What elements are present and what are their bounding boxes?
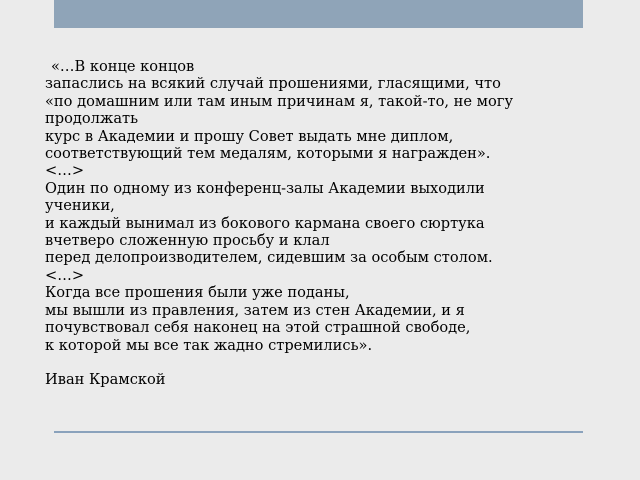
quote-line: Когда все прошения были уже поданы, <box>45 284 350 302</box>
quote-line: курс в Академии и прошу Совет выдать мне диплом, <box>45 127 454 145</box>
quote-line: Один по одному из конференц-залы Академии выходили <box>45 179 485 197</box>
quote-line: к которой мы все так жадно стремились». <box>45 336 373 354</box>
quote-line: <…> <box>45 266 85 284</box>
quote-line: соответствующий тем медалям, которыми я награжден». <box>45 145 491 163</box>
quote-line: продолжать <box>45 110 139 128</box>
header-bar <box>54 0 583 28</box>
bottom-divider <box>54 431 583 433</box>
quote-line: вчетверо сложенную просьбу и клал <box>45 232 330 250</box>
quote-text-block <box>45 58 605 389</box>
quote-line: почувствовал себя наконец на этой страшной свободе, <box>45 319 471 337</box>
quote-author: Иван Крамской <box>45 371 166 389</box>
quote-line: «по домашним или там иным причинам я, такой-то, не могу <box>45 92 514 110</box>
quote-line: и каждый вынимал из бокового кармана своего сюртука <box>45 214 485 232</box>
quote-line: «…В конце концов <box>51 58 195 75</box>
quote-line: перед делопроизводителем, сидевшим за особым столом. <box>45 249 493 267</box>
quote-line: ученики, <box>45 197 115 215</box>
paragraph-spacer <box>45 354 605 371</box>
quote-line: мы вышли из правления, затем из стен Академии, и я <box>45 301 465 319</box>
quote-line: запаслись на всякий случай прошениями, гласящими, что <box>45 75 501 93</box>
quote-line: <…> <box>45 162 85 180</box>
